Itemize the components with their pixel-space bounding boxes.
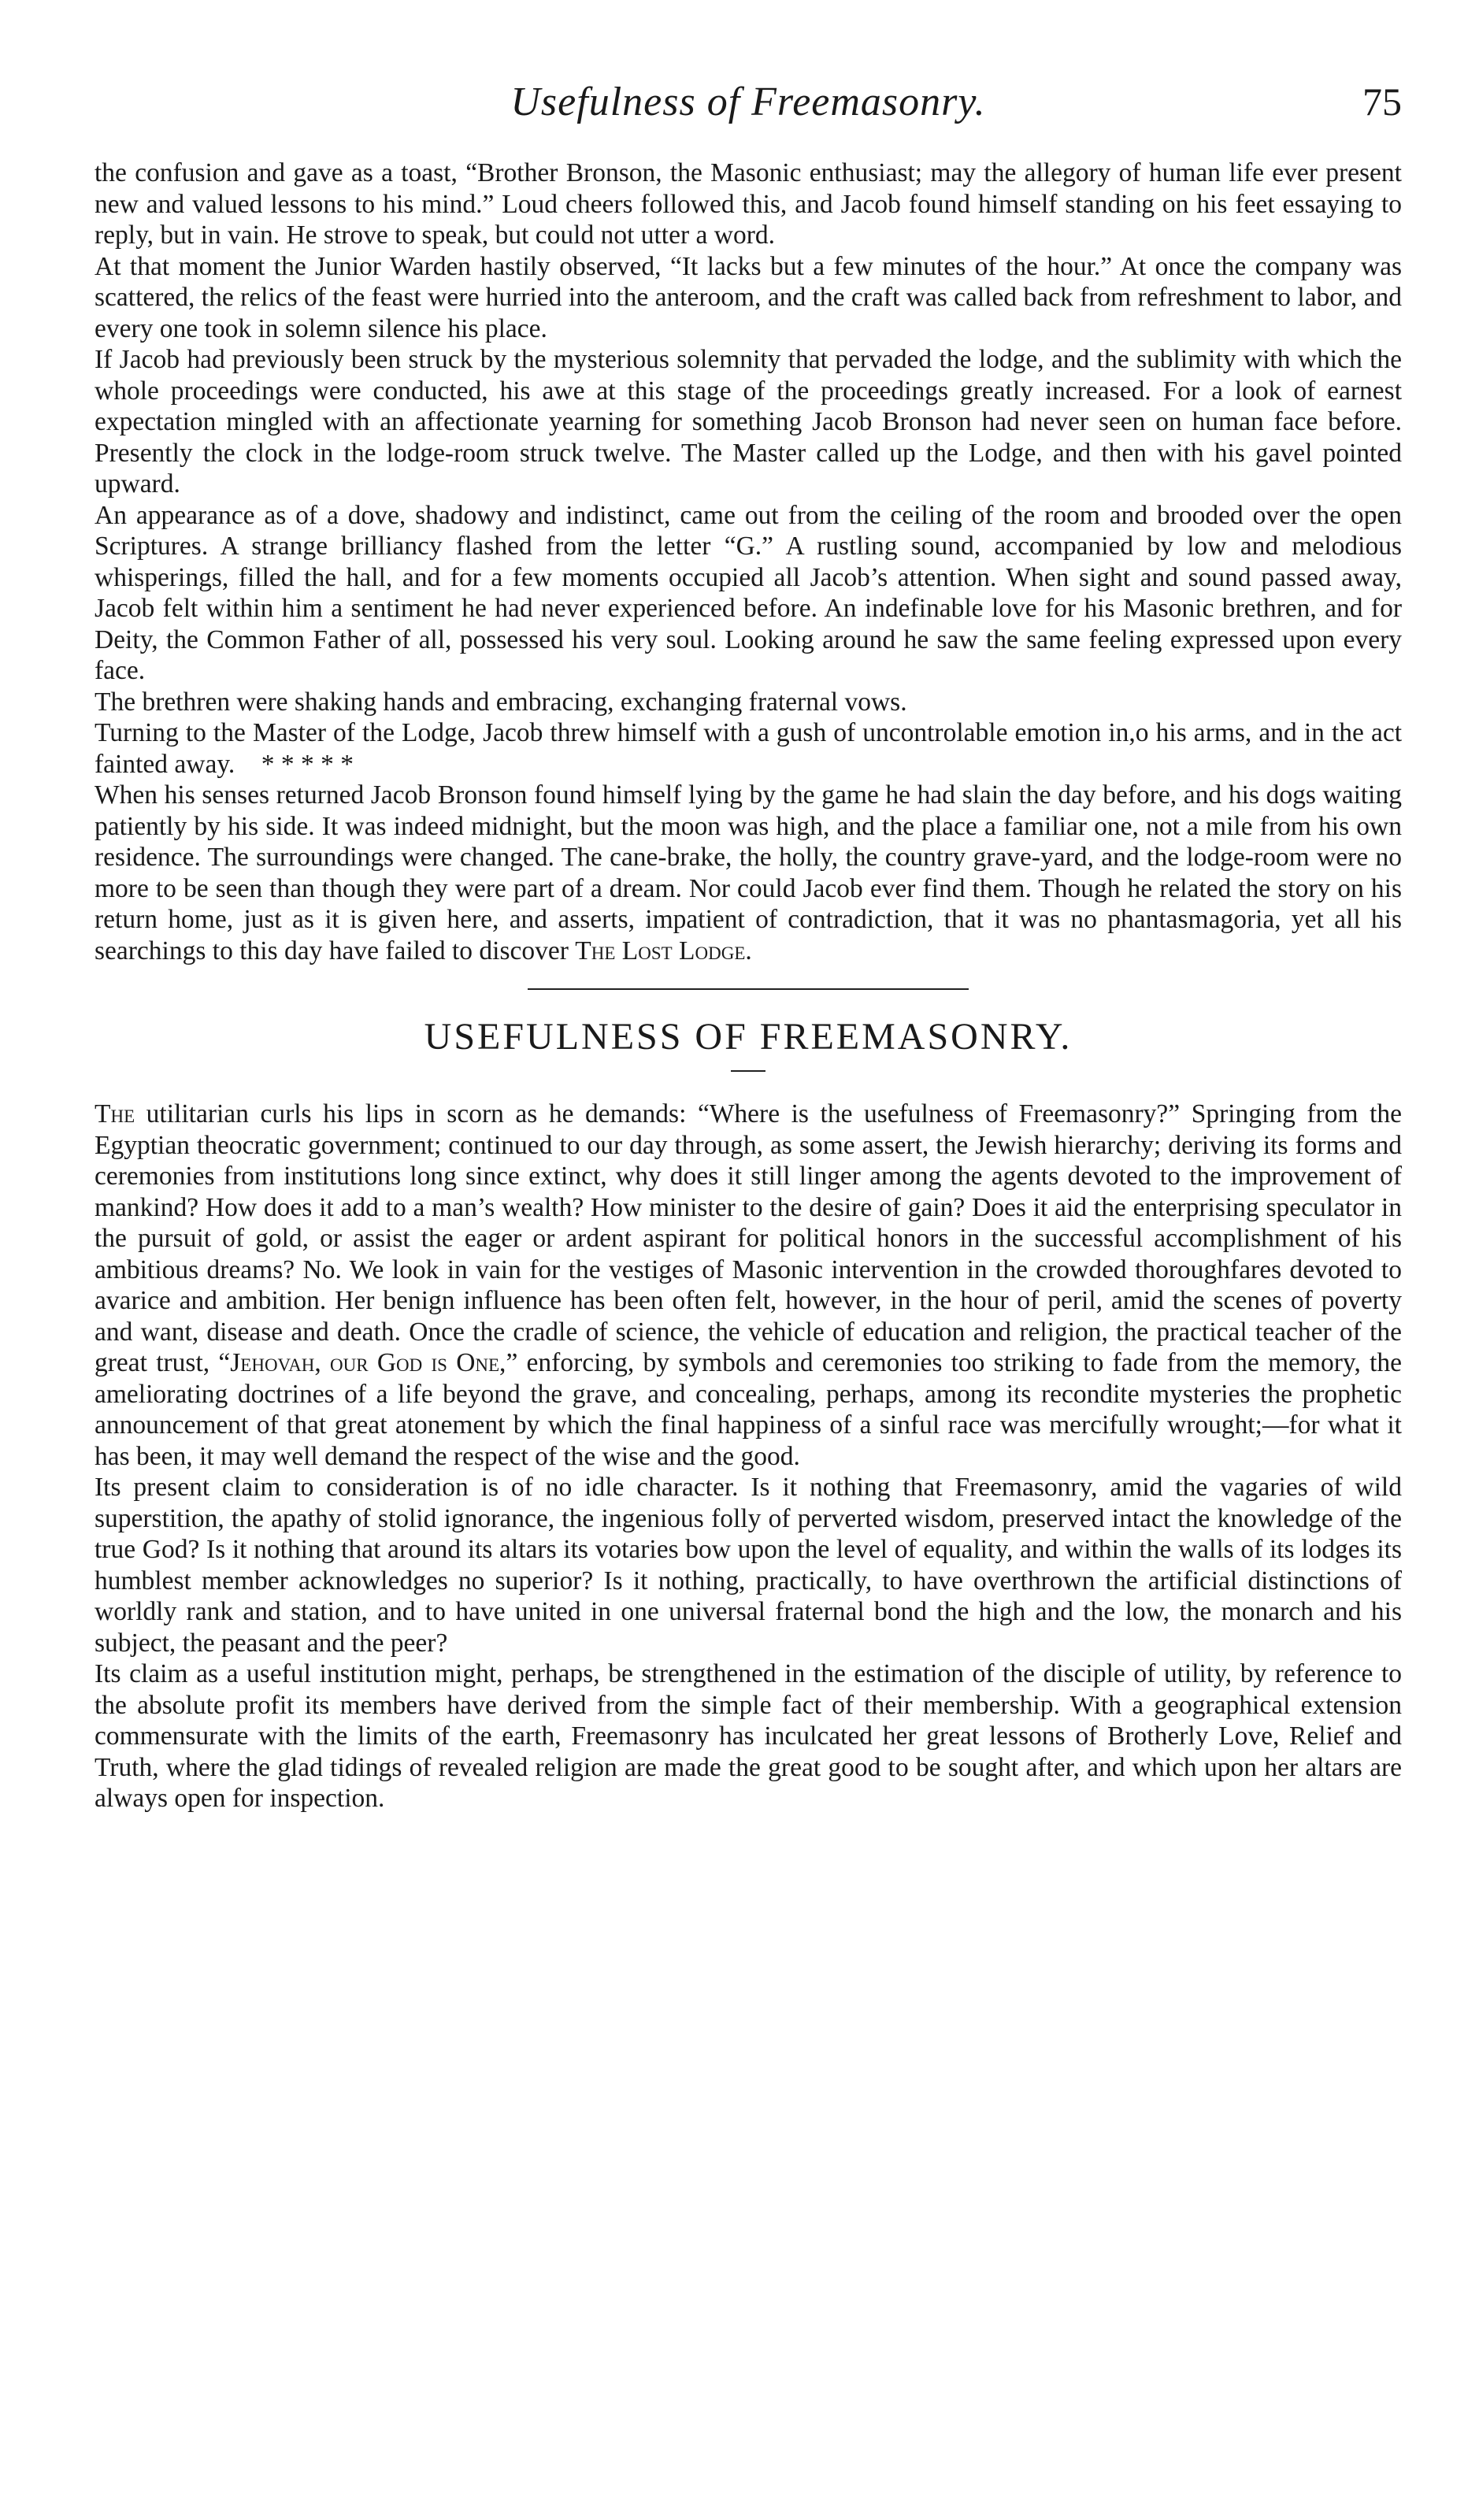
body-text bbox=[95, 158, 1402, 1814]
paragraph: Its present claim to consideration is of no idle character. Is it nothing that Freemasonry, amid the vagaries of wild superstition, the apathy of stolid ignorance, the ingenious folly of perverted wisdom, preserved intact the knowledge of the true God? Is it nothing that around its altars its votaries bow upon the level of equality, and within the walls of its lodges its humblest member acknowledges no superior? Is it nothing, practically, to have overthrown the artificial distinctions of worldly rank and station, and to have united in one universal fraternal bond the high and the low, the monarch and his subject, the peasant and the peer? bbox=[95, 1473, 1402, 1658]
paragraph-text: utilitarian curls his lips in scorn as he demands: “Where is the usefulness of Freemasonry?” Springing from the Egyptian theocratic government; continued to our day through, as some assert, the Jewish hierarchy; deriving its forms and ceremonies from institutions long since extinct, why does it still linger among the agents devoted to the improvement of mankind? How does it add to a man’s wealth? How minister to the desire of gain? Does it aid the enterprising speculator in the pursuit of gold, or assist the eager or ardent aspirant for political honors in the successful accomplishment of his ambitious dreams? No. We look in vain for the vestiges of Masonic intervention in the crowded thoroughfares devoted to avarice and ambition. Her benign influence has been often felt, however, in the hour of peril, amid the scenes of poverty and want, disease and death. Once the cradle of science, the vehicle of education and religion, the practical teacher of the great trust, “ bbox=[95, 1099, 1402, 1377]
section-heading: USEFULNESS OF FREEMASONRY. bbox=[424, 1016, 1073, 1058]
paragraph: An appearance as of a dove, shadowy and indistinct, came out from the ceiling of the room and brooded over the open Scriptures. A strange brilliancy flashed from the letter “G.” A rustling sound, accompanied by low and melodious whisperings, filled the hall, and for a few moments occupied all Jacob’s attention. When sight and sound passed away, Jacob felt within him a sentiment he had never experienced before. An indefinable love for his Masonic brethren, and for Deity, the Common Father of all, possessed his very soul. Looking around he saw the same feeling expressed upon every face. bbox=[95, 500, 1402, 685]
paragraph: Its claim as a useful institution might, perhaps, be strengthened in the estimation of the disciple of utility, by reference to the absolute profit its members have derived from the simple fact of their membership. With a geographical extension commensurate with the limits of the earth, Freemasonry has inculcated her great lessons of Brotherly Love, Relief and Truth, where the glad tidings of revealed religion are made the great good to be sought after, and which upon her altars are always open for inspection. bbox=[95, 1659, 1402, 1813]
paragraph: the confusion and gave as a toast, “Brother Bronson, the Masonic enthusiast; may the allegory of human life ever present new and valued lessons to his mind.” Loud cheers followed this, and Jacob found himself standing on his feet essaying to reply, but in vain. He strove to speak, but could not utter a word. bbox=[95, 158, 1402, 250]
story-title-reference: The Lost Lodge. bbox=[575, 936, 752, 965]
short-divider bbox=[731, 1070, 765, 1072]
lead-word: The bbox=[95, 1099, 135, 1128]
paragraph-text: Turning to the Master of the Lodge, Jacob threw himself with a gush of uncontrolable emotion in,o his arms, and in the act fainted away. bbox=[95, 718, 1402, 779]
divider-rule bbox=[528, 988, 969, 990]
section-break-stars: * * * * * bbox=[261, 749, 354, 779]
paragraph: At that moment the Junior Warden hastily observed, “It lacks but a few minutes of the hour.” At once the company was scattered, the relics of the feast were hurried into the anteroom, and the craft was called back from refreshment to labor, and every one took in solemn silence his place. bbox=[95, 251, 1402, 343]
running-head bbox=[95, 79, 1402, 142]
paragraph: The brethren were shaking hands and embracing, exchanging fraternal vows. bbox=[95, 687, 907, 717]
paragraph-ending bbox=[95, 780, 1402, 966]
page-number: 75 bbox=[1362, 80, 1402, 124]
paragraph-text: When his senses returned Jacob Bronson found himself lying by the game he had slain the day before, and his dogs waiting patiently by his side. It was indeed midnight, but the moon was high, and the place a familiar one, not a mile from his own residence. The surroundings were changed. The cane-brake, the holly, the country grave-yard, and the lodge-room were no more to be seen than though they were part of a dream. Nor could Jacob ever find them. Though he related the story on his return home, just as it is given here, and asserts, impatient of contradiction, that it was no phantasmagoria, yet all his searchings to this day have failed to discover bbox=[95, 780, 1402, 965]
small-caps-quote: Jehovah, our God is One, bbox=[230, 1348, 506, 1377]
paragraph-fainted bbox=[95, 717, 1402, 780]
paragraph-text: ” enforcing, by symbols and ceremonies too striking to fade from the memory, the ameliorating doctrines of a life beyond the grave, and concealing, perhaps, among its recondite mysteries the prophetic announcement of that great atonement by which the final happiness of a sinful race was mercifully wrought;—for what it has been, it may well demand the respect of the wise and the good. bbox=[95, 1348, 1402, 1471]
paragraph: If Jacob had previously been struck by the mysterious solemnity that pervaded the lodge, and the sublimity with which the whole proceedings were conducted, his awe at this stage of the proceedings greatly increased. For a look of earnest expectation mingled with an affectionate yearning for something Jacob Bronson had never seen on human face before. Presently the clock in the lodge-room struck twelve. The Master called up the Lodge, and then with his gavel pointed upward. bbox=[95, 345, 1402, 498]
paragraph bbox=[95, 1099, 1402, 1472]
running-title: Usefulness of Freemasonry. bbox=[510, 80, 986, 124]
